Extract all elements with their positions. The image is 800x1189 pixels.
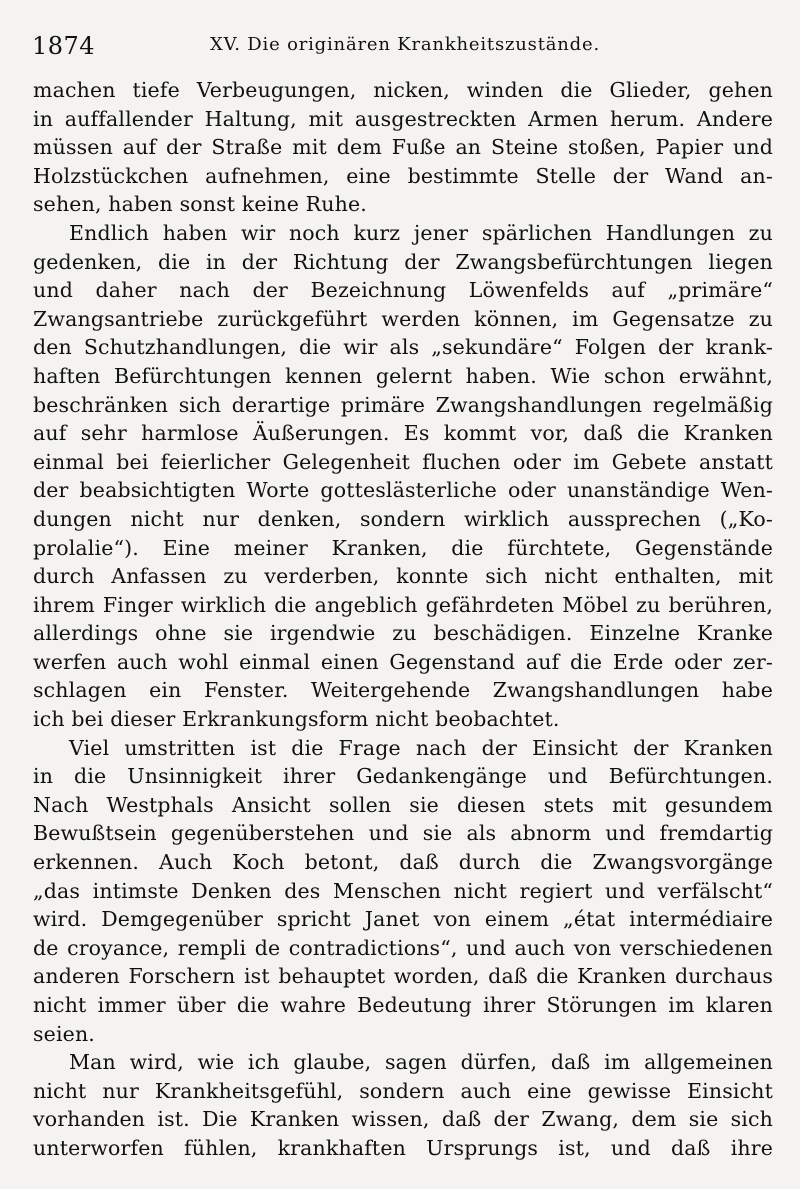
text-line: in die Unsinnigkeit ihrer Gedankengänge und Befürchtungen. [33, 764, 773, 789]
text-line: Nach Westphals Ansicht sollen sie diesen stets mit gesundem [33, 792, 773, 817]
text-line: nicht nur Krankheitsgefühl, sondern auch eine gewisse Einsicht [33, 1078, 773, 1103]
text-line: de croyance, rempli de contradictions“, und auch von verschiedenen [33, 935, 773, 960]
text-line: Bewußtsein gegenüberstehen und sie als abnorm und fremdartig [33, 821, 773, 846]
text-line: werfen auch wohl einmal einen Gegenstand auf die Erde oder zer- [33, 649, 773, 674]
text-line: Zwangsantriebe zurückgeführt werden können, im Gegensatze zu [33, 306, 773, 331]
text-line: wird. Demgegenüber spricht Janet von einem „état intermédiaire [33, 907, 773, 932]
text-line: „das intimste Denken des Menschen nicht regiert und verfälscht“ [33, 878, 773, 903]
text-line: seien. [33, 1021, 95, 1046]
text-line: ich bei dieser Erkrankungsform nicht beobachtet. [33, 707, 560, 732]
text-line: auf sehr harmlose Äußerungen. Es kommt vor, daß die Kranken [33, 421, 773, 446]
text-line: sehen, haben sonst keine Ruhe. [33, 192, 367, 217]
text-line: haften Befürchtungen kennen gelernt haben. Wie schon erwähnt, [33, 363, 773, 388]
text-line: Viel umstritten ist die Frage nach der Einsicht der Kranken [69, 735, 773, 760]
text-line: und daher nach der Bezeichnung Löwenfelds auf „primäre“ [33, 278, 773, 303]
page-header [32, 30, 772, 64]
text-line: anderen Forschern ist behauptet worden, daß die Kranken durchaus [33, 964, 773, 989]
text-line: machen tiefe Verbeugungen, nicken, winden die Glieder, gehen [33, 78, 773, 102]
text-line: den Schutzhandlungen, die wir als „sekundäre“ Folgen der krank- [33, 335, 773, 360]
text-line: gedenken, die in der Richtung der Zwangsbefürchtungen liegen [33, 249, 773, 274]
page-number: 1874 [32, 32, 96, 60]
text-line: nicht immer über die wahre Bedeutung ihrer Störungen im klaren [33, 993, 773, 1017]
text-line: ihrem Finger wirklich die angeblich gefährdeten Möbel zu berühren, [33, 592, 773, 617]
text-line: durch Anfassen zu verderben, konnte sich nicht enthalten, mit [33, 564, 773, 589]
text-line: vorhanden ist. Die Kranken wissen, daß der Zwang, dem sie sich [33, 1107, 773, 1132]
running-title: XV. Die originären Krankheitszustände. [210, 34, 600, 55]
text-line: allerdings ohne sie irgendwie zu beschädigen. Einzelne Kranke [33, 621, 773, 646]
text-line: der beabsichtigten Worte gotteslästerliche oder unanständige Wen- [33, 478, 773, 503]
text-line: Holzstückchen aufnehmen, eine bestimmte Stelle der Wand an- [33, 163, 773, 188]
text-line: dungen nicht nur denken, sondern wirklich aussprechen („Ko- [33, 506, 773, 531]
text-line: Man wird, wie ich glaube, sagen dürfen, daß im allgemeinen [69, 1050, 773, 1075]
text-line: erkennen. Auch Koch betont, daß durch die Zwangsvorgänge [33, 850, 773, 875]
text-line: einmal bei feierlicher Gelegenheit fluchen oder im Gebete anstatt [33, 449, 773, 474]
text-line: in auffallender Haltung, mit ausgestreckten Armen herum. Andere [33, 106, 773, 131]
body-text [33, 76, 773, 1163]
text-line: müssen auf der Straße mit dem Fuße an Steine stoßen, Papier und [33, 135, 773, 160]
text-line: beschränken sich derartige primäre Zwangshandlungen regelmäßig [33, 392, 773, 417]
text-line: Endlich haben wir noch kurz jener spärlichen Handlungen zu [69, 220, 773, 245]
text-line: prolalie“). Eine meiner Kranken, die fürchtete, Gegenstände [33, 535, 773, 560]
text-line: schlagen ein Fenster. Weitergehende Zwangshandlungen habe [33, 678, 773, 703]
text-line: unterworfen fühlen, krankhaften Ursprungs ist, und daß ihre [33, 1135, 773, 1160]
